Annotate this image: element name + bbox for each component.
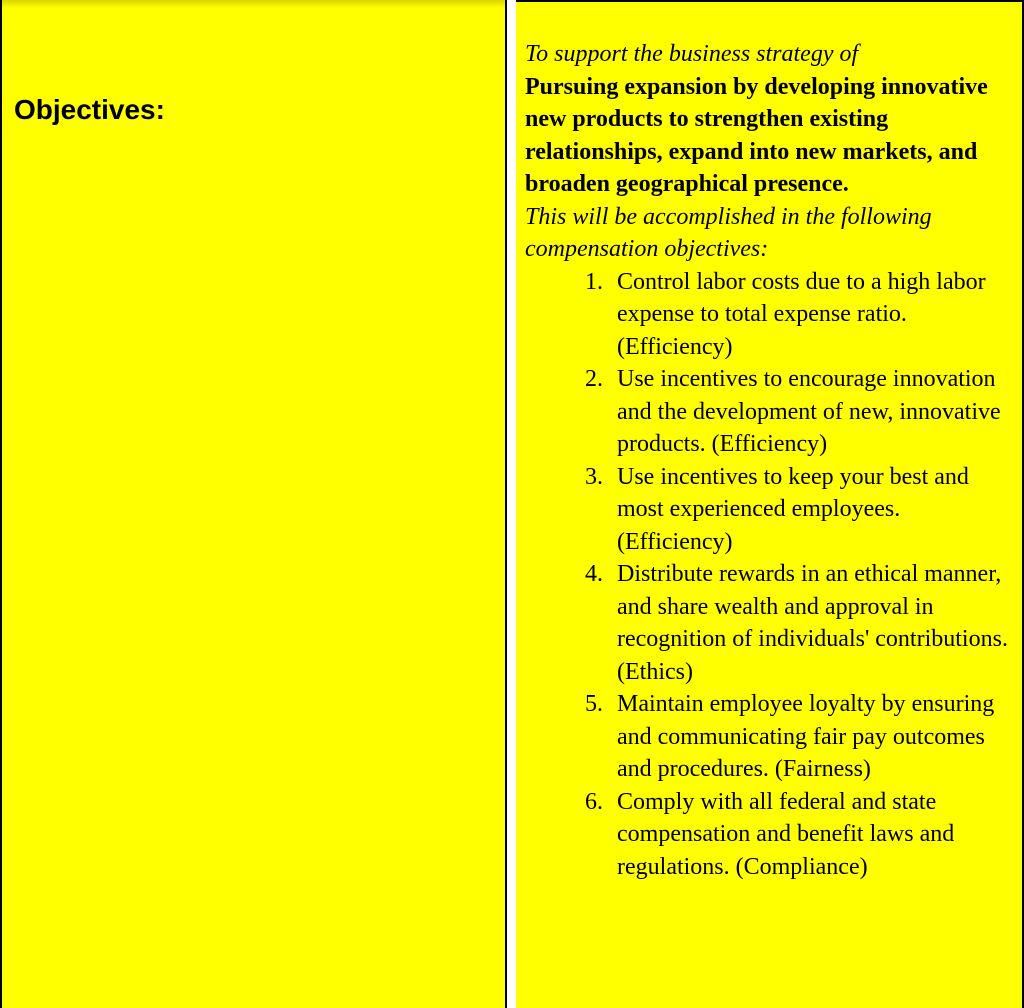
objective-item: 5. Maintain employee loyalty by ensuring and communicating fair pay outcomes and procedures. (Fairness) xyxy=(609,688,1013,786)
objectives-content xyxy=(525,38,1013,883)
objectives-lead: This will be accomplished in the following compensation objectives: xyxy=(525,203,932,262)
objectives-list xyxy=(525,266,1013,884)
label-cell xyxy=(0,0,507,1008)
cell-top-shade xyxy=(2,0,505,8)
objective-item: 3. Use incentives to keep your best and most experienced employees. (Efficiency) xyxy=(609,461,1013,559)
objectives-label: Objectives: xyxy=(14,94,165,125)
business-strategy: Pursuing expansion by developing innovative new products to strengthen existing relationships, expand into new markets, and broaden geographical presence. xyxy=(525,73,988,197)
objective-item: 6. Comply with all federal and state compensation and benefit laws and regulations. (Compliance) xyxy=(609,786,1013,884)
objective-item: 2. Use incentives to encourage innovation and the development of new, innovative products. (Efficiency) xyxy=(609,363,1013,461)
content-cell xyxy=(516,0,1024,1008)
objective-item: 1. Control labor costs due to a high labor expense to total expense ratio. (Efficiency) xyxy=(609,266,1013,364)
objective-item: 4. Distribute rewards in an ethical manner, and share wealth and approval in recognition of individuals' contributions. (Ethics) xyxy=(609,558,1013,688)
strategy-intro: To support the business strategy of xyxy=(525,41,859,67)
